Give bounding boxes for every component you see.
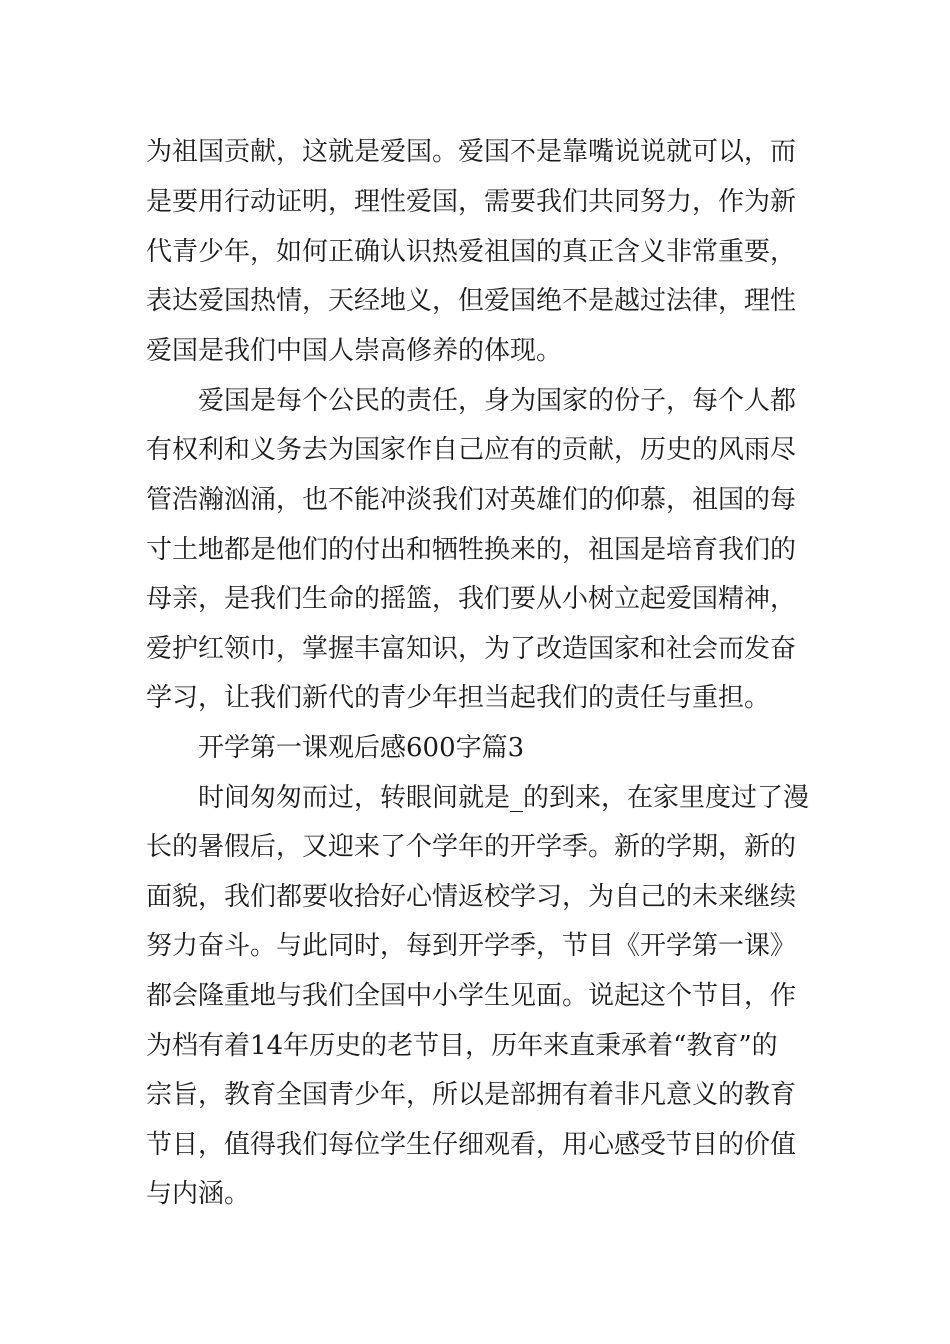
paragraph-3-line: 努力奋斗。与此同时，每到开学季，节目《开学第一课》 — [146, 931, 797, 961]
paragraph-1-line: 是要用行动证明，理性爱国，需要我们共同努力，作为新 — [146, 187, 797, 217]
section-heading: 开学第一课观后感600字篇3 — [198, 733, 525, 763]
paragraph-1-line: 代青少年，如何正确认识热爱祖国的真正含义非常重要， — [146, 237, 797, 267]
paragraph-3-line: 与内涵。 — [146, 1179, 251, 1209]
paragraph-2-line: 寸土地都是他们的付出和牺牲换来的，祖国是培育我们的 — [146, 535, 797, 565]
paragraph-3-line: 为档有着14年历史的老节目，历年来直秉承着“教育”的 — [146, 1031, 778, 1061]
paragraph-1-line: 为祖国贡献，这就是爱国。爱国不是靠嘴说说就可以，而 — [146, 137, 797, 167]
paragraph-3-line: 节目，值得我们每位学生仔细观看，用心感受节目的价值 — [146, 1130, 797, 1160]
paragraph-3-line: 宗旨，教育全国青少年，所以是部拥有着非凡意义的教育 — [146, 1080, 797, 1110]
paragraph-2-line: 学习，让我们新代的青少年担当起我们的责任与重担。 — [146, 683, 771, 713]
paragraph-2-line: 爱国是每个公民的责任，身为国家的份子，每个人都 — [198, 386, 797, 416]
paragraph-1-line: 爱国是我们中国人崇高修养的体现。 — [146, 336, 563, 366]
paragraph-1-line: 表达爱国热情，天经地义，但爱国绝不是越过法律，理性 — [146, 286, 797, 316]
paragraph-2-line: 管浩瀚汹涌，也不能冲淡我们对英雄们的仰慕，祖国的每 — [146, 485, 797, 515]
paragraph-3-line: 都会隆重地与我们全国中小学生见面。说起这个节目，作 — [146, 981, 797, 1011]
paragraph-2-line: 爱护红领巾，掌握丰富知识，为了改造国家和社会而发奋 — [146, 634, 797, 664]
paragraph-3-line: 长的暑假后，又迎来了个学年的开学季。新的学期，新的 — [146, 832, 797, 862]
paragraph-3-line: 时间匆匆而过，转眼间就是_的到来，在家里度过了漫 — [198, 783, 810, 813]
paragraph-2-line: 有权利和义务去为国家作自己应有的贡献，历史的风雨尽 — [146, 435, 797, 465]
paragraph-3-line: 面貌，我们都要收拾好心情返校学习，为自己的未来继续 — [146, 882, 797, 912]
paragraph-2-line: 母亲，是我们生命的摇篮，我们要从小树立起爱国精神， — [146, 584, 797, 614]
